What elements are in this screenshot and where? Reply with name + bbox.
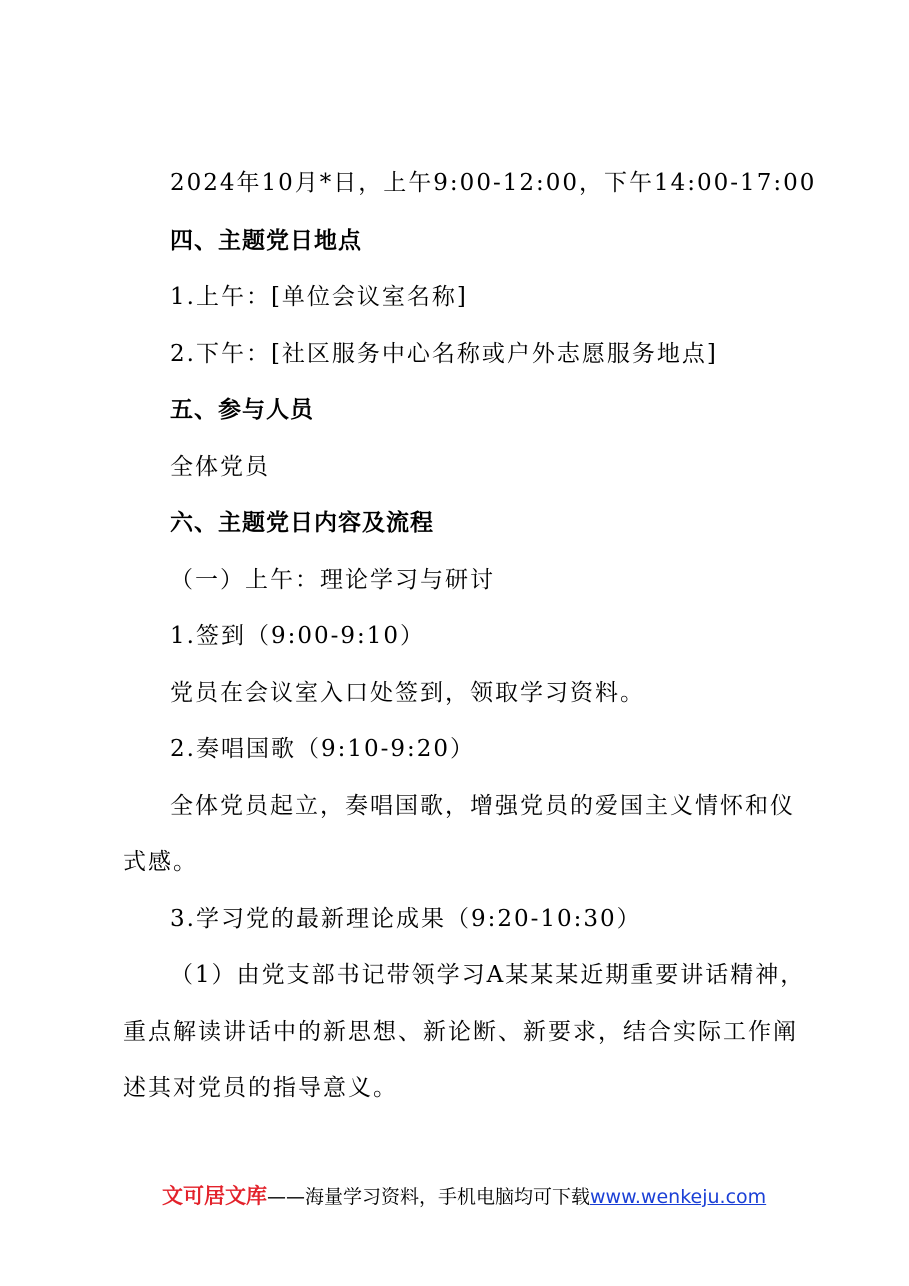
- item-theory-study: 3.学习党的最新理论成果（9:20-10:30）: [170, 906, 642, 932]
- section-heading-content: 六、主题党日内容及流程: [170, 510, 434, 536]
- theory-study-text: （1）由党支部书记带领学习A某某某近期重要讲话精神，: [170, 962, 806, 988]
- anthem-text-continued: 式感。: [123, 849, 198, 875]
- footer-slogan: ——海量学习资料，手机电脑均可下载: [267, 1186, 591, 1208]
- theory-study-text-continued: 重点解读讲话中的新思想、新论断、新要求，结合实际工作阐: [123, 1019, 798, 1045]
- item-sign-in: 1.签到（9:00-9:10）: [170, 623, 426, 649]
- section-heading-participants: 五、参与人员: [170, 397, 314, 423]
- subsection-morning: （一）上午：理论学习与研讨: [170, 567, 495, 593]
- location-afternoon: 2.下午：[社区服务中心名称或户外志愿服务地点]: [170, 341, 718, 367]
- sign-in-text: 党员在会议室入口处签到，领取学习资料。: [170, 680, 645, 706]
- footer-site-link[interactable]: www.wenkeju.com: [590, 1186, 767, 1208]
- anthem-text: 全体党员起立，奏唱国歌，增强党员的爱国主义情怀和仪: [170, 793, 795, 819]
- participants-text: 全体党员: [170, 454, 270, 480]
- time-line: 2024年10月*日，上午9:00-12:00，下午14:00-17:00: [170, 170, 817, 196]
- location-morning: 1.上午：[单位会议室名称]: [170, 284, 468, 310]
- theory-study-text-end: 述其对党员的指导意义。: [123, 1075, 398, 1101]
- footer-brand: 文可居文库: [162, 1184, 267, 1208]
- section-heading-location: 四、主题党日地点: [170, 228, 362, 254]
- footer-banner: [162, 1183, 766, 1210]
- item-anthem: 2.奏唱国歌（9:10-9:20）: [170, 736, 476, 762]
